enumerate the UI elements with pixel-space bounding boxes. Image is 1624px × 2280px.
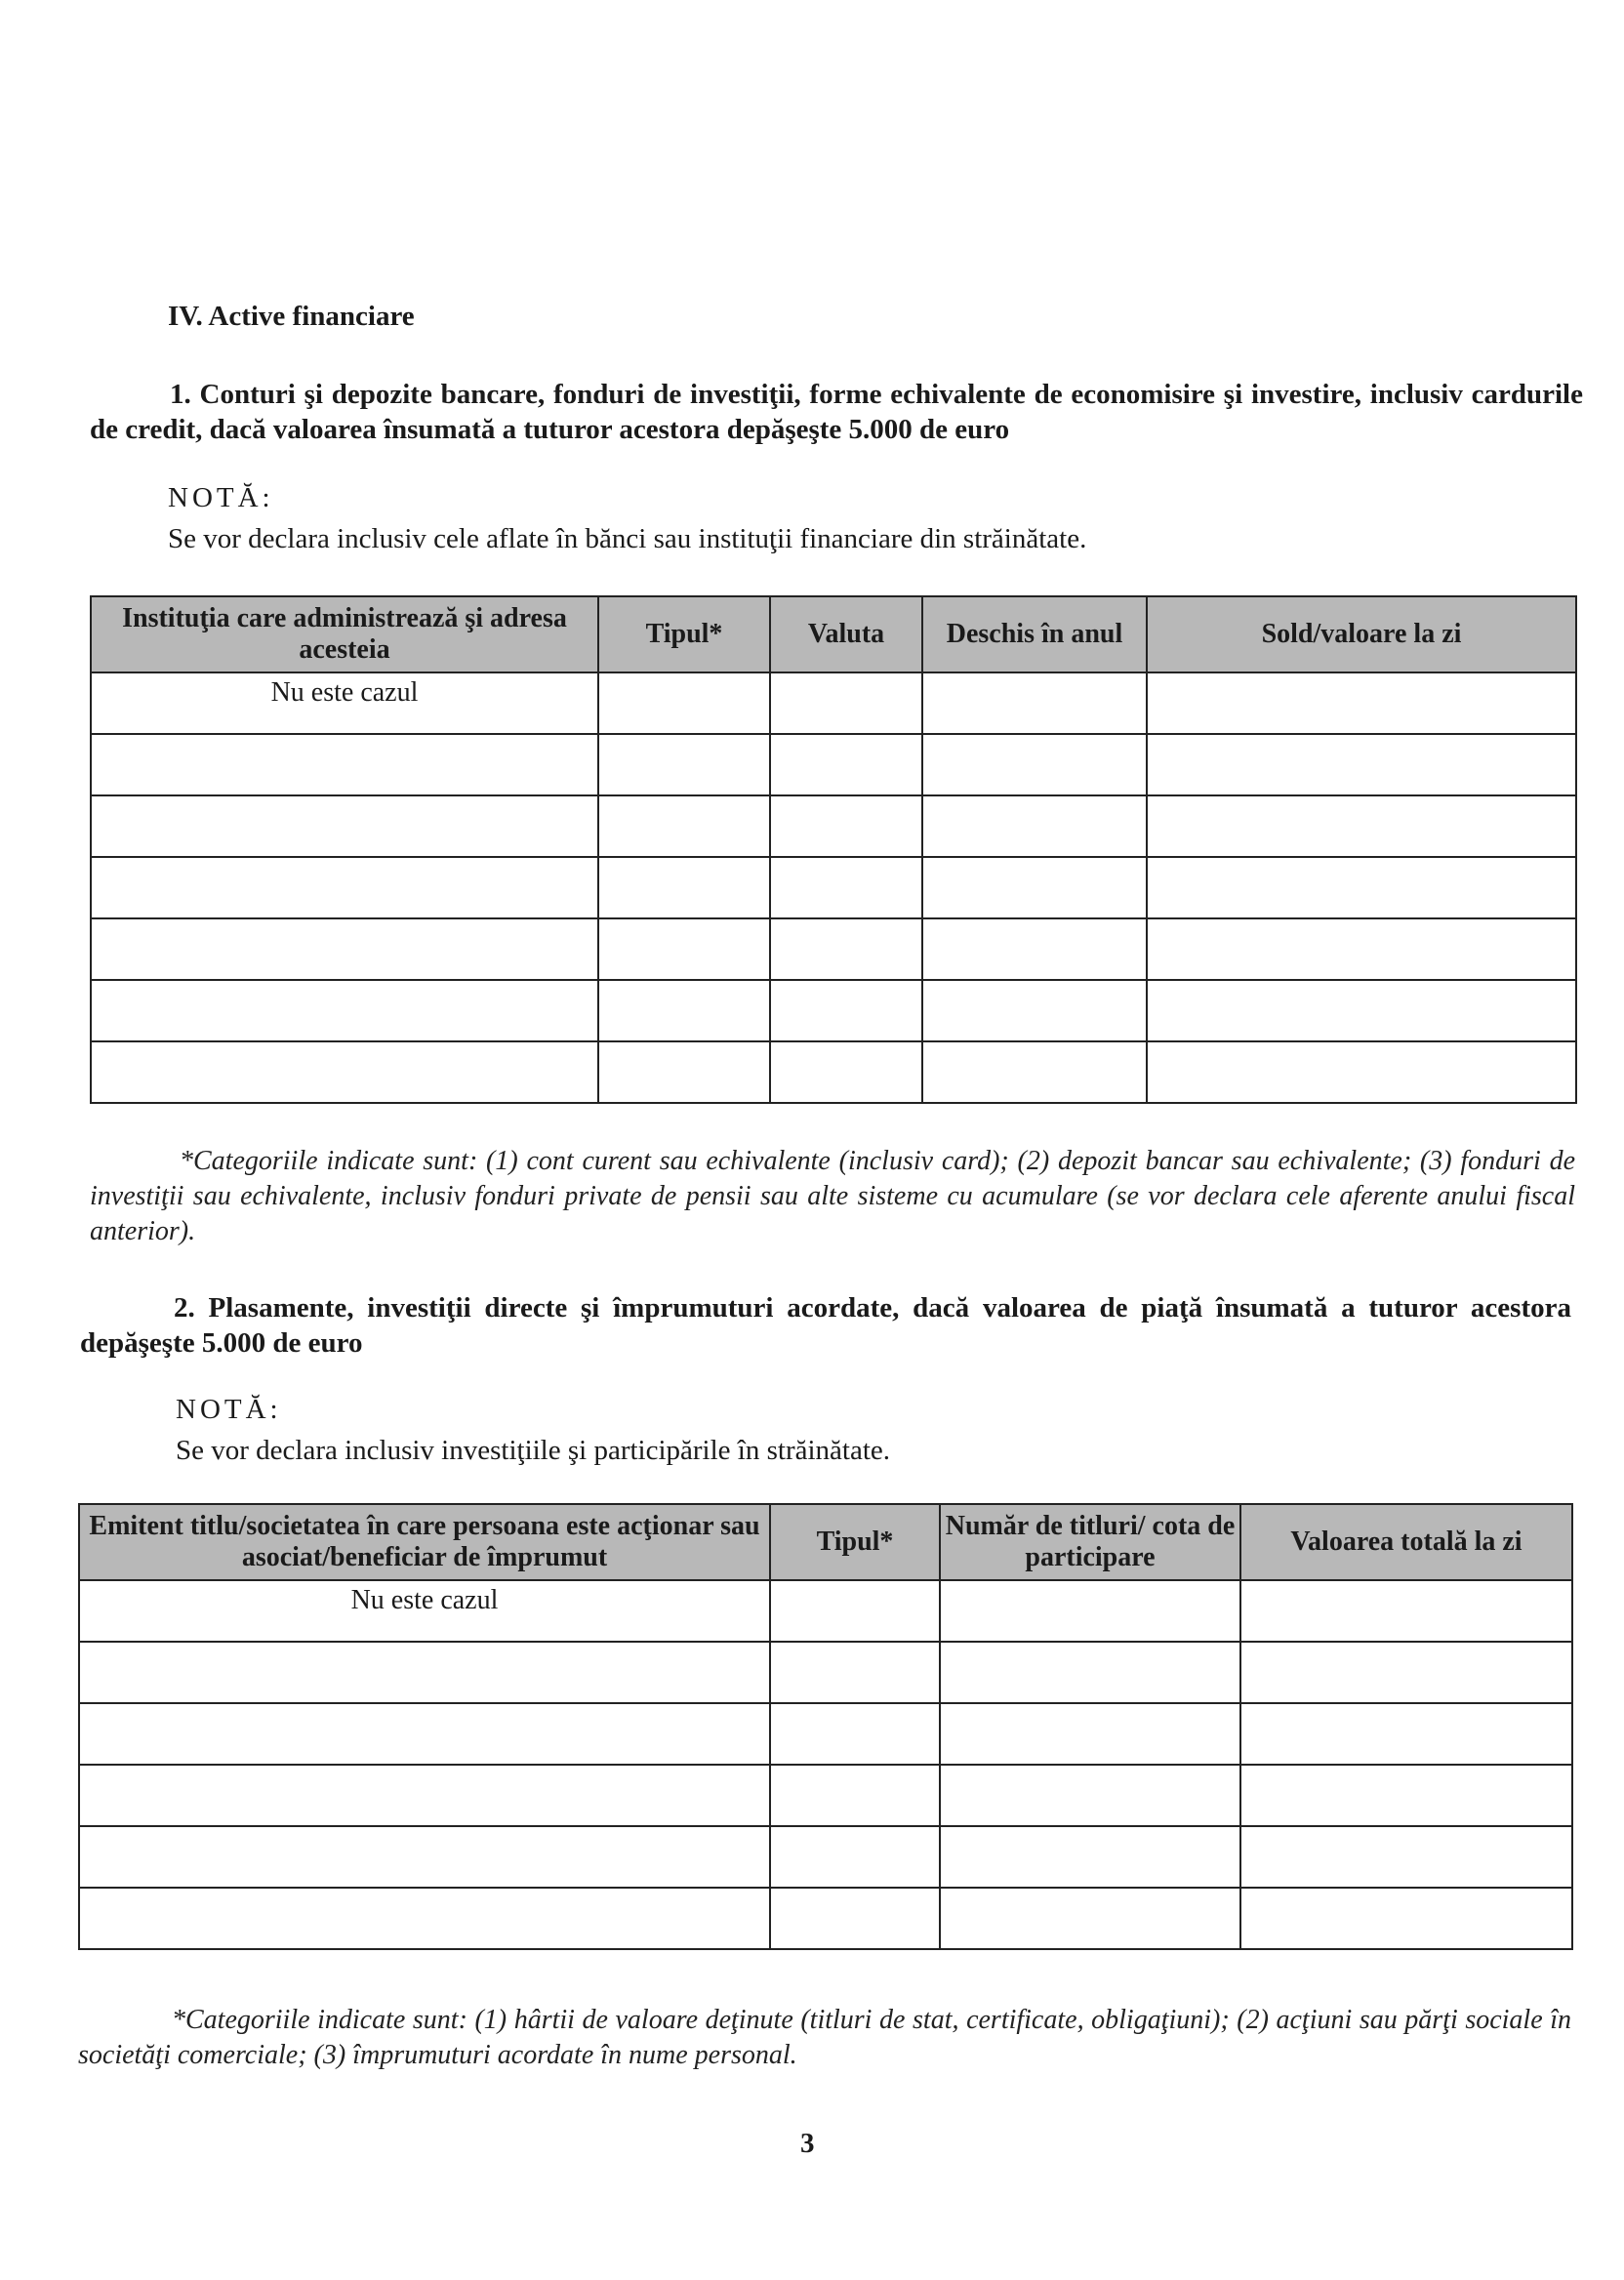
header-total-value: Valoarea totală la zi xyxy=(1240,1504,1572,1580)
table-cell[interactable] xyxy=(1240,1826,1572,1888)
table-row xyxy=(79,1888,1572,1949)
table-cell[interactable] xyxy=(770,1642,940,1703)
table-cell[interactable] xyxy=(922,980,1147,1041)
table-row xyxy=(91,734,1576,795)
table-row xyxy=(91,918,1576,980)
item1-nota-text: Se vor declara inclusiv cele aflate în bănci sau instituţii financiare din străinătate. xyxy=(168,523,1087,554)
table-cell[interactable] xyxy=(940,1703,1240,1765)
table-cell[interactable] xyxy=(770,672,922,734)
table-cell[interactable] xyxy=(91,795,598,857)
table-cell[interactable] xyxy=(598,672,770,734)
table-cell[interactable] xyxy=(922,1041,1147,1103)
table-cell[interactable] xyxy=(1147,918,1576,980)
table-cell[interactable] xyxy=(598,1041,770,1103)
header-type: Tipul* xyxy=(770,1504,940,1580)
table-cell[interactable] xyxy=(1147,734,1576,795)
table-cell[interactable] xyxy=(1147,980,1576,1041)
table-cell[interactable] xyxy=(1147,672,1576,734)
table-cell[interactable] xyxy=(1240,1580,1572,1642)
table-cell[interactable] xyxy=(922,672,1147,734)
header-type: Tipul* xyxy=(598,596,770,672)
table-cell[interactable] xyxy=(79,1703,770,1765)
table-cell[interactable] xyxy=(770,980,922,1041)
table-cell[interactable] xyxy=(770,857,922,918)
item2-nota-label: NOTĂ: xyxy=(176,1394,282,1425)
table-row xyxy=(79,1826,1572,1888)
table-cell[interactable] xyxy=(79,1826,770,1888)
table-cell[interactable] xyxy=(940,1826,1240,1888)
table-cell[interactable] xyxy=(91,734,598,795)
header-balance: Sold/valoare la zi xyxy=(1147,596,1576,672)
table-cell[interactable] xyxy=(922,918,1147,980)
table-cell[interactable] xyxy=(79,1642,770,1703)
table-cell[interactable] xyxy=(598,918,770,980)
table-cell[interactable] xyxy=(598,734,770,795)
table-cell[interactable] xyxy=(598,857,770,918)
section-title: IV. Active financiare xyxy=(168,301,415,332)
table-cell[interactable] xyxy=(940,1580,1240,1642)
table-row xyxy=(91,1041,1576,1103)
item1-footnote: *Categoriile indicate sunt: (1) cont curent sau echivalente (inclusiv card); (2) depozit bancar sau echivalente; (3) fonduri de investiţii sau echivalente, inclusiv fonduri private de pensii sau alte sisteme cu acumulare (se vor declara cele aferente anului fiscal anterior). xyxy=(90,1146,1575,1246)
page-number: 3 xyxy=(800,2128,815,2159)
table-row xyxy=(79,1765,1572,1826)
table-header-row xyxy=(91,596,1576,672)
table-cell[interactable] xyxy=(91,1041,598,1103)
table-cell[interactable] xyxy=(79,1888,770,1949)
header-opened-year: Deschis în anul xyxy=(922,596,1147,672)
table-cell[interactable] xyxy=(770,1041,922,1103)
table-cell[interactable] xyxy=(598,980,770,1041)
header-currency: Valuta xyxy=(770,596,922,672)
item2-nota-text: Se vor declara inclusiv investiţiile şi participările în străinătate. xyxy=(176,1435,891,1466)
table-cell[interactable] xyxy=(922,734,1147,795)
header-institution: Instituţia care administrează şi adresa acesteia xyxy=(91,596,598,672)
table-cell[interactable]: Nu este cazul xyxy=(91,672,598,734)
table-cell[interactable] xyxy=(1240,1642,1572,1703)
table-cell[interactable] xyxy=(1147,1041,1576,1103)
item1-nota-label: NOTĂ: xyxy=(168,482,274,513)
table-cell[interactable] xyxy=(1147,795,1576,857)
table-row xyxy=(79,1580,1572,1642)
table-cell[interactable] xyxy=(598,795,770,857)
table-cell[interactable] xyxy=(1147,857,1576,918)
table-row xyxy=(91,672,1576,734)
table-cell[interactable] xyxy=(91,857,598,918)
table-cell[interactable] xyxy=(770,1703,940,1765)
table-cell[interactable]: Nu este cazul xyxy=(79,1580,770,1642)
table-cell[interactable] xyxy=(770,918,922,980)
table-cell[interactable] xyxy=(770,1765,940,1826)
table-cell[interactable] xyxy=(91,918,598,980)
table-cell[interactable] xyxy=(770,795,922,857)
table-cell[interactable] xyxy=(940,1888,1240,1949)
item2-footnote: *Categoriile indicate sunt: (1) hârtii de valoare deţinute (titluri de stat, certificate, obligaţiuni); (2) acţiuni sau părţi sociale în societăţi comerciale; (3) împrumuturi acordate în nume personal. xyxy=(78,2005,1571,2070)
table-row xyxy=(91,795,1576,857)
table-row xyxy=(91,980,1576,1041)
table-row xyxy=(91,857,1576,918)
table-cell[interactable] xyxy=(1240,1765,1572,1826)
table-cell[interactable] xyxy=(922,857,1147,918)
header-issuer: Emitent titlu/societatea în care persoana este acţionar sau asociat/beneficiar de împrumut xyxy=(79,1504,770,1580)
item2-heading: 2. Plasamente, investiţii directe şi împrumuturi acordate, dacă valoarea de piaţă însumată a tuturor acestora depăşeşte 5.000 de euro xyxy=(80,1292,1571,1359)
table-cell[interactable] xyxy=(79,1765,770,1826)
investments-table xyxy=(78,1503,1573,1950)
table-cell[interactable] xyxy=(770,734,922,795)
table-cell[interactable] xyxy=(770,1888,940,1949)
table-cell[interactable] xyxy=(770,1580,940,1642)
bank-accounts-table xyxy=(90,595,1577,1104)
table-cell[interactable] xyxy=(1240,1888,1572,1949)
table-cell[interactable] xyxy=(770,1826,940,1888)
table-row xyxy=(79,1703,1572,1765)
item1-heading: 1. Conturi şi depozite bancare, fonduri de investiţii, forme echivalente de economisire şi investire, inclusiv cardurile de credit, dacă valoarea însumată a tuturor acestora depăşeşte 5.000 de euro xyxy=(90,379,1583,445)
table-cell[interactable] xyxy=(940,1765,1240,1826)
table-header-row xyxy=(79,1504,1572,1580)
header-titles-share: Număr de titluri/ cota de participare xyxy=(940,1504,1240,1580)
table-cell[interactable] xyxy=(1240,1703,1572,1765)
table-row xyxy=(79,1642,1572,1703)
table-cell[interactable] xyxy=(91,980,598,1041)
table-cell[interactable] xyxy=(922,795,1147,857)
table-cell[interactable] xyxy=(940,1642,1240,1703)
